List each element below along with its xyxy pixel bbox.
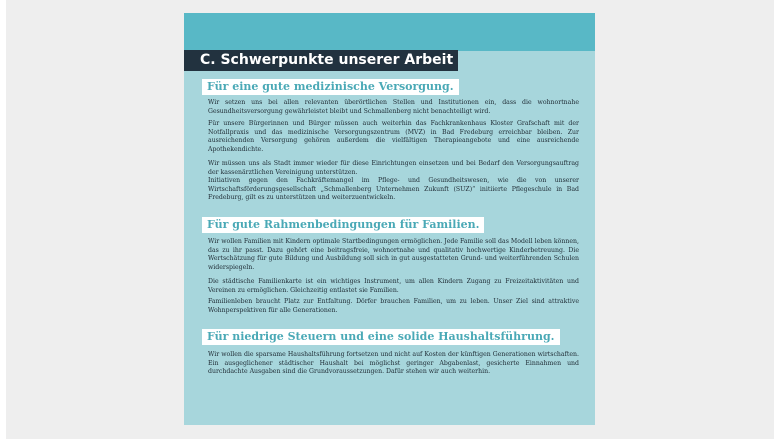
frame-right <box>774 0 780 439</box>
paragraph: Initiativen gegen den Fachkräftemangel im Pflege- und Gesundheitswesen, wie die von unserer Wirtschaftsförderungsgesellschaft „Schmallenberg Unternehmen Zukunft (SUZ)“ initiierte Pflegeschule in Bad Fredeburg, gilt es zu unterstützen und weiterzuentwickeln. <box>208 177 579 202</box>
paragraph: Wir wollen Familien mit Kindern optimale Startbedingungen ermöglichen. Jede Familie soll das Modell leben können, das zu ihr passt. Dazu gehört eine beitragsfreie, wohnortnahe und qualitativ hochwertige Kinderbetreuung. Die Wertschätzung für gute Bildung und Ausbildung soll sich in gut ausgestatteten Grund- und weiterführenden Schulen widerspiegeln. <box>208 238 579 271</box>
section-heading-budget: Für niedrige Steuern und eine solide Haushaltsführung. <box>202 329 560 345</box>
document-page <box>184 13 595 425</box>
section-heading-families: Für gute Rahmenbedingungen für Familien. <box>202 217 484 233</box>
frame-left <box>0 0 6 439</box>
paragraph: Die städtische Familienkarte ist ein wichtiges Instrument, um allen Kindern Zugang zu Freizeitaktivitäten und Vereinen zu ermöglichen. Gleichzeitig entlastet sie Familien. <box>208 278 579 294</box>
page-header-band <box>184 13 595 51</box>
page-title: C. Schwerpunkte unserer Arbeit <box>184 50 458 71</box>
paragraph: Wir müssen uns als Stadt immer wieder für diese Einrichtungen einsetzen und bei Bedarf den Versorgungsauftrag der kassenärztlichen Vereinigung unterstützen. <box>208 160 579 176</box>
paragraph: Für unsere Bürgerinnen und Bürger müssen auch weiterhin das Fachkrankenhaus Kloster Grafschaft mit der Notfallpraxis und das medizinische Versorgungszentrum (MVZ) in Bad Fredeburg erreichbar bleiben. Zur ausreichenden Versorgung gehören außerdem die vielfältigen Therapieangebote und eine ausreichende Apothekendichte. <box>208 120 579 153</box>
paragraph: Wir wollen die sparsame Haushaltsführung fortsetzen und nicht auf Kosten der künftigen Generationen wirtschaften. Ein ausgeglichener städtischer Haushalt bei möglichst geringer Abgabenlast, gesicherte Einnahmen und durchdachte Ausgaben sind die Grundvoraussetzungen. Dafür stehen wir auch weiterhin. <box>208 351 579 376</box>
paragraph: Wir setzen uns bei allen relevanten überörtlichen Stellen und Institutionen ein, dass die wohnortnahe Gesundheitsversorgung gewährleistet bleibt und Schmallenberg nicht benachteiligt wird. <box>208 99 579 115</box>
section-heading-medical: Für eine gute medizinische Versorgung. <box>202 79 459 95</box>
paragraph: Familienleben braucht Platz zur Entfaltung. Dörfer brauchen Familien, um zu leben. Unser Ziel sind attraktive Wohnperspektiven für alle Generationen. <box>208 298 579 314</box>
